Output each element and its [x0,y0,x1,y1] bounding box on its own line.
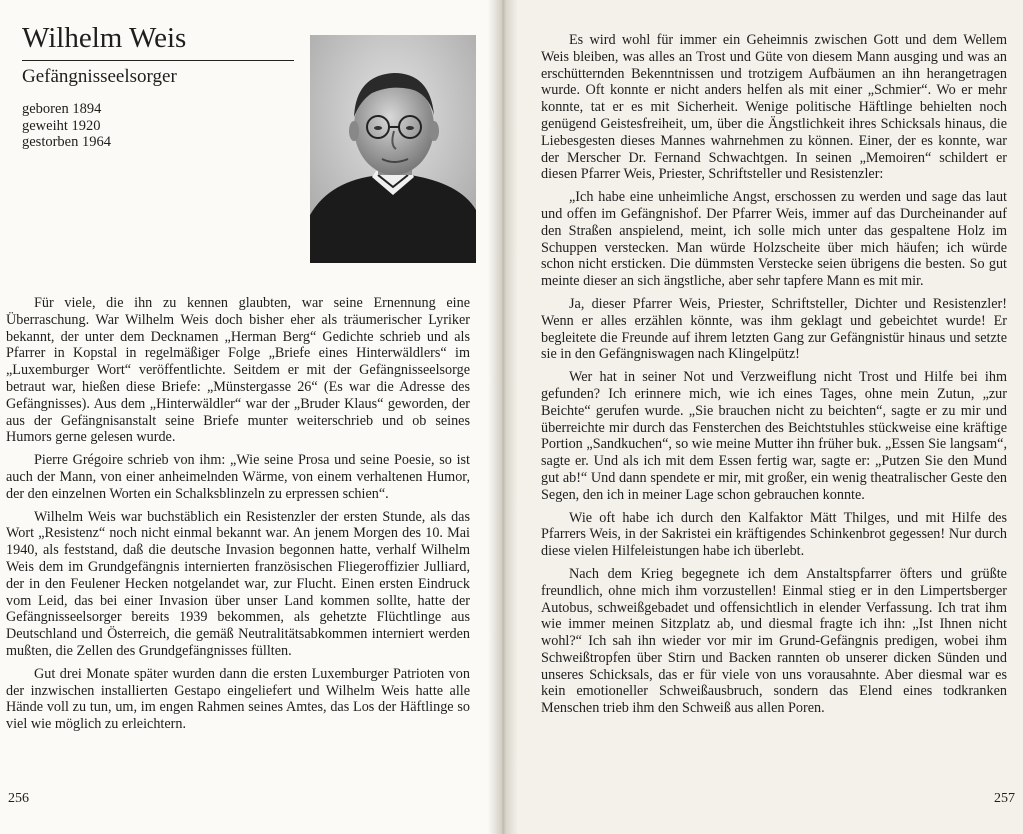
paragraph: Pierre Grégoire schrieb von ihm: „Wie seine Prosa und seine Poesie, so ist auch der Mann, von einer anheimelnden Wärme, von einem verhaltenen Humor, der den einzelnen Worten ein Schalksblinzeln zu erpressen schien“. [6,452,470,502]
page-number-left: 256 [8,791,29,806]
left-page [0,0,503,834]
right-body-text [541,32,1007,723]
paragraph: Es wird wohl für immer ein Geheimnis zwischen Gott und dem Wellem Weis bleiben, was alles an Trost und Güte von diesem Mann ausging und was an erschütternden Bekenntnissen und trotzigem Aufbäumen an ihn herangetragen wurde. Oft konnte er nicht anders helfen als mit einer „Schmier“. Wo er mehr konnte, tat er es mit Sicherheit. Wenige politische Häftlinge behielten noch genügend Geistesfreiheit, um, über die Ängstlichkeit ihres Schicksals hinaus, die Liebesgesten dieses Mannes wahrnehmen zu können. Einer, der es konnte, war der Merscher Dr. Fernand Schwachtgen. In seinen „Memoiren“ schildert er diesen Pfarrer Weis, Priester, Schriftsteller und Resistenzler: [541,32,1007,183]
quote-paragraph: „Ich habe eine unheimliche Angst, erschossen zu werden und sage das laut und offen im Gefängnishof. Der Pfarrer Weis, immer auf das Durcheinander auf den Straßen anspielend, meint, ich solle mich unter das gespaltene Holz im Schuppen verstecken. Man würde Holzscheite über mich häufen; ich würde schon nicht ersticken. Die dümmsten Verstecke seien übrigens die besten. So gut meinte dieser an sich ängstliche, aber sehr tapfere Mann es mit mir. [541,189,1007,290]
book-gutter [488,0,518,834]
quote-paragraph: Wie oft habe ich durch den Kalfaktor Mätt Thilges, und mit Hilfe des Pfarrers Weis, in der Sakristei ein kräftigendes Schinkenbrot gegessen! Nur durch diese vielen Hilfeleistungen habe ich überlebt. [541,509,1007,560]
quote-paragraph: Wer hat in seiner Not und Verzweiflung nicht Trost und Hilfe bei ihm gefunden? Ich erinnere mich, wie ich eines Tages, ohne mein Zutun, „zur Beichte“ gerufen wurde. „Sie brauchen nicht zu beichten“, sagte er zu mir und überreichte mir durch das Fensterchen des Beichtstuhles stückweise eine kräftige Portion „Sandkuchen“, so wie meine Mutter ihn früher buk. „Essen Sie langsam“, sagte er. Und als ich mit dem Essen fertig war, sagte er: „Putzen Sie den Mund gut ab!“ Und dann spendete er mir, mit großer, ein wenig theatralischer Geste den Segen, den ich in meiner Lage schon gebrauchen konnte. [541,369,1007,503]
quote-paragraph: Ja, dieser Pfarrer Weis, Priester, Schriftsteller, Dichter und Resistenzler! Wenn er alles erzählen könnte, was ihm geklagt und gebeichtet wurde! Er begleitete die Freunde auf ihrem letzten Gang zur Gefängnistür hinaus und setzte sie in den Gefängniswagen nach Klingelpütz! [541,295,1007,363]
title-rule [22,60,294,61]
paragraph: Gut drei Monate später wurden dann die ersten Luxemburger Patrioten von der inzwischen installierten Gestapo eingeliefert und Wilhelm Weis hatte alle Hände voll zu tun, um, im engen Rahmen seines Amtes, das Los der Häftlinge so viel wie möglich zu erleichtern. [6,665,470,733]
ordination-date: geweiht 1920 [22,117,101,134]
subtitle: Gefängnisseelsorger [22,66,177,87]
paragraph: Wilhelm Weis war buchstäblich ein Resistenzler der ersten Stunde, als das Wort „Resistenz“ noch nicht einmal bekannt war. An jenem Morgen des 10. Mai 1940, als feststand, daß die deutsche Invasion begonnen hatte, verhalf Wilhelm Weis dem im Grundgefängnis internierten französischen Fliegeroffizier Julliard, der in den Feulener Hecken notgelandet war, zur Flucht. Einen ersten Eindruck vom Leid, das bei einer Invasion über unser Land kommen sollte, hatte der Gefängnisseelsorger bereits 1939 bekommen, als gehetzte Flüchtlinge aus Deutschland und Österreich, die gemäß Neutralitätsabkommen interniert werden mußten, die Zellen des Grundgefängnisses füllten. [6,508,470,659]
portrait-illustration [310,35,476,263]
birth-date: geboren 1894 [22,101,102,117]
page-title: Wilhelm Weis [22,22,187,54]
biographical-dates [22,101,111,151]
portrait-photo [310,35,476,263]
page-number-right: 257 [994,791,1015,806]
death-date: gestorben 1964 [22,134,111,150]
paragraph: Für viele, die ihn zu kennen glaubten, war seine Ernennung eine Überraschung. War Wilhelm Weis doch bisher eher als träumerischer Lyriker bekannt, der unter dem Decknamen „Herman Berg“ Gedichte schrieb und als Pfarrer in Kopstal in regelmäßiger Folge „Briefe eines Hinterwäldlers“ im „Luxemburger Wort“ veröffentlichte. Seitdem er mit der Gefängnisseelsorge betraut war, hießen diese Briefe: „Münstergasse 26“ (Es war die Adresse des Gefängnisses). Aus dem „Hinterwäldler“ war der „Bruder Klaus“ geworden, der aus der Gefängnisanstalt seine Briefe munter weiterschrieb und ob seines Humors gerne gelesen wurde. [6,295,470,446]
left-body-text [6,295,470,739]
quote-paragraph: Nach dem Krieg begegnete ich dem Anstaltspfarrer öfters und grüßte freundlich, ohne mich ihm vorzustellen! Einmal stieg er in den Limpertsberger Autobus, schweißgebadet und offensichtlich in elender Verfassung. Ich trat ihm wie immer meinen Sitzplatz ab, und diesmal fragte ich ihn: „Ist Ihnen nicht wohl?“ Ich sah ihn wieder vor mir im Grund-Gefängnis predigen, wobei ihm Schweißtropfen über Stirn und Backen rannten ob unserer dicken Sünden und unseres Schicksals, das er für viele von uns vorausahnte. Aber diesmal war es kein emotioneller Schweißausbruch, sondern das Elend eines todkranken Menschen trieb ihm den Schweiß aus allen Poren. [541,565,1007,717]
